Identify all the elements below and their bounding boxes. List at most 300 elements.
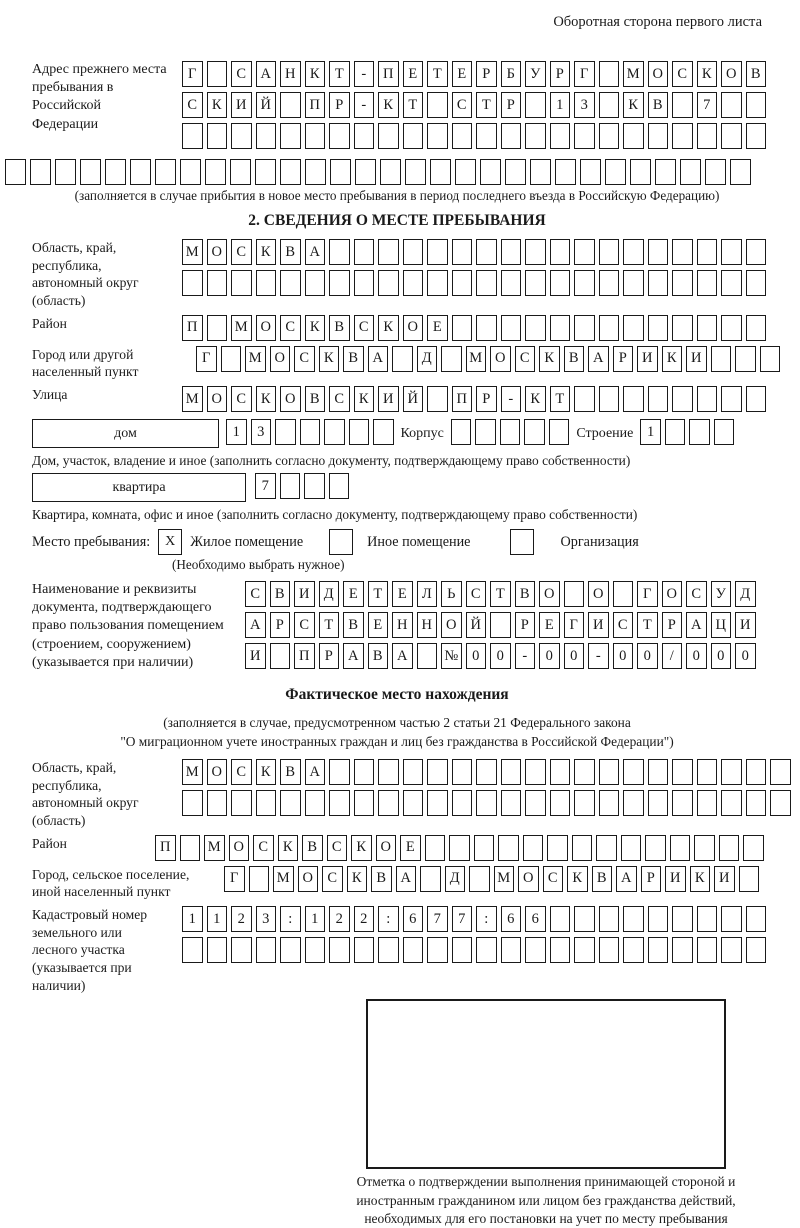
char-cell[interactable] bbox=[550, 123, 571, 149]
char-cell[interactable]: К bbox=[278, 835, 299, 861]
char-cell[interactable]: С bbox=[294, 612, 315, 638]
char-cell[interactable]: А bbox=[616, 866, 637, 892]
char-cell[interactable] bbox=[697, 386, 718, 412]
char-cell[interactable] bbox=[452, 123, 473, 149]
char-cell[interactable]: 0 bbox=[613, 643, 634, 669]
char-cell[interactable] bbox=[300, 419, 321, 445]
char-cell[interactable] bbox=[648, 937, 669, 963]
char-cell[interactable] bbox=[714, 419, 735, 445]
char-cell[interactable] bbox=[130, 159, 151, 185]
char-cell[interactable]: П bbox=[155, 835, 176, 861]
char-cell[interactable] bbox=[501, 239, 522, 265]
char-cell[interactable] bbox=[221, 346, 242, 372]
char-cell[interactable] bbox=[574, 123, 595, 149]
char-cell[interactable] bbox=[525, 123, 546, 149]
char-cell[interactable]: Р bbox=[515, 612, 536, 638]
char-cell[interactable] bbox=[354, 937, 375, 963]
char-cell[interactable] bbox=[180, 835, 201, 861]
char-cell[interactable] bbox=[770, 759, 791, 785]
char-cell[interactable] bbox=[721, 239, 742, 265]
char-cell[interactable] bbox=[648, 386, 669, 412]
char-cell[interactable]: Г bbox=[637, 581, 658, 607]
char-cell[interactable]: В bbox=[592, 866, 613, 892]
char-cell[interactable] bbox=[420, 866, 441, 892]
char-cell[interactable]: К bbox=[662, 346, 683, 372]
char-cell[interactable] bbox=[672, 92, 693, 118]
char-cell[interactable]: Р bbox=[329, 92, 350, 118]
char-cell[interactable] bbox=[697, 937, 718, 963]
char-cell[interactable]: Н bbox=[280, 61, 301, 87]
char-cell[interactable]: - bbox=[588, 643, 609, 669]
char-cell[interactable] bbox=[746, 92, 767, 118]
char-cell[interactable] bbox=[599, 92, 620, 118]
char-cell[interactable]: Т bbox=[550, 386, 571, 412]
char-cell[interactable]: О bbox=[490, 346, 511, 372]
char-cell[interactable]: П bbox=[294, 643, 315, 669]
char-cell[interactable]: К bbox=[351, 835, 372, 861]
char-cell[interactable] bbox=[455, 159, 476, 185]
char-cell[interactable] bbox=[580, 159, 601, 185]
char-cell[interactable]: А bbox=[396, 866, 417, 892]
char-cell[interactable]: Т bbox=[476, 92, 497, 118]
char-cell[interactable]: С bbox=[452, 92, 473, 118]
char-cell[interactable] bbox=[547, 835, 568, 861]
char-cell[interactable] bbox=[599, 270, 620, 296]
char-cell[interactable]: В bbox=[564, 346, 585, 372]
char-cell[interactable] bbox=[476, 315, 497, 341]
char-cell[interactable] bbox=[207, 61, 228, 87]
char-cell[interactable] bbox=[280, 123, 301, 149]
char-cell[interactable]: Р bbox=[319, 643, 340, 669]
char-cell[interactable] bbox=[564, 581, 585, 607]
char-cell[interactable] bbox=[672, 386, 693, 412]
char-cell[interactable]: 0 bbox=[686, 643, 707, 669]
char-cell[interactable]: В bbox=[515, 581, 536, 607]
char-cell[interactable]: Т bbox=[490, 581, 511, 607]
char-cell[interactable] bbox=[599, 239, 620, 265]
char-cell[interactable]: М bbox=[182, 239, 203, 265]
char-cell[interactable] bbox=[501, 270, 522, 296]
char-cell[interactable]: П bbox=[305, 92, 326, 118]
char-cell[interactable] bbox=[256, 270, 277, 296]
char-cell[interactable] bbox=[469, 866, 490, 892]
char-cell[interactable] bbox=[739, 866, 760, 892]
char-cell[interactable] bbox=[770, 790, 791, 816]
char-cell[interactable]: У bbox=[711, 581, 732, 607]
char-cell[interactable] bbox=[721, 270, 742, 296]
char-cell[interactable] bbox=[425, 835, 446, 861]
char-cell[interactable]: Т bbox=[329, 61, 350, 87]
char-cell[interactable] bbox=[417, 643, 438, 669]
char-cell[interactable]: 7 bbox=[697, 92, 718, 118]
char-cell[interactable]: А bbox=[588, 346, 609, 372]
char-cell[interactable] bbox=[694, 835, 715, 861]
char-cell[interactable] bbox=[498, 835, 519, 861]
char-cell[interactable]: О bbox=[721, 61, 742, 87]
char-cell[interactable]: Й bbox=[466, 612, 487, 638]
char-cell[interactable]: 2 bbox=[354, 906, 375, 932]
char-cell[interactable]: В bbox=[305, 386, 326, 412]
char-cell[interactable] bbox=[452, 270, 473, 296]
char-cell[interactable]: О bbox=[207, 239, 228, 265]
char-cell[interactable]: К bbox=[305, 315, 326, 341]
char-cell[interactable]: А bbox=[686, 612, 707, 638]
char-cell[interactable] bbox=[378, 937, 399, 963]
char-cell[interactable] bbox=[721, 937, 742, 963]
char-cell[interactable]: В bbox=[648, 92, 669, 118]
char-cell[interactable] bbox=[599, 315, 620, 341]
char-cell[interactable] bbox=[378, 239, 399, 265]
char-cell[interactable]: С bbox=[231, 386, 252, 412]
char-cell[interactable] bbox=[249, 866, 270, 892]
char-cell[interactable] bbox=[501, 759, 522, 785]
char-cell[interactable]: Н bbox=[392, 612, 413, 638]
char-cell[interactable]: О bbox=[403, 315, 424, 341]
char-cell[interactable] bbox=[231, 270, 252, 296]
char-cell[interactable] bbox=[721, 386, 742, 412]
char-cell[interactable] bbox=[599, 386, 620, 412]
char-cell[interactable]: Г bbox=[564, 612, 585, 638]
char-cell[interactable] bbox=[231, 790, 252, 816]
char-cell[interactable] bbox=[721, 906, 742, 932]
char-cell[interactable]: В bbox=[280, 239, 301, 265]
char-cell[interactable] bbox=[623, 759, 644, 785]
char-cell[interactable] bbox=[80, 159, 101, 185]
char-cell[interactable] bbox=[550, 906, 571, 932]
char-cell[interactable]: Ц bbox=[711, 612, 732, 638]
char-cell[interactable]: Р bbox=[476, 386, 497, 412]
char-cell[interactable] bbox=[746, 937, 767, 963]
char-cell[interactable] bbox=[574, 790, 595, 816]
char-cell[interactable] bbox=[427, 123, 448, 149]
char-cell[interactable]: М bbox=[623, 61, 644, 87]
char-cell[interactable] bbox=[475, 419, 496, 445]
char-cell[interactable]: Ь bbox=[441, 581, 462, 607]
char-cell[interactable] bbox=[670, 835, 691, 861]
char-cell[interactable] bbox=[705, 159, 726, 185]
char-cell[interactable] bbox=[403, 123, 424, 149]
char-cell[interactable]: Р bbox=[641, 866, 662, 892]
char-cell[interactable] bbox=[550, 937, 571, 963]
char-cell[interactable] bbox=[329, 239, 350, 265]
char-cell[interactable] bbox=[354, 759, 375, 785]
char-cell[interactable]: С bbox=[543, 866, 564, 892]
char-cell[interactable] bbox=[648, 123, 669, 149]
char-cell[interactable] bbox=[355, 159, 376, 185]
char-cell[interactable]: И bbox=[588, 612, 609, 638]
char-cell[interactable] bbox=[574, 759, 595, 785]
char-cell[interactable] bbox=[354, 270, 375, 296]
char-cell[interactable] bbox=[349, 419, 370, 445]
char-cell[interactable] bbox=[329, 759, 350, 785]
char-cell[interactable]: Т bbox=[637, 612, 658, 638]
char-cell[interactable] bbox=[256, 123, 277, 149]
char-cell[interactable] bbox=[525, 315, 546, 341]
char-cell[interactable]: С bbox=[466, 581, 487, 607]
char-cell[interactable] bbox=[550, 790, 571, 816]
char-cell[interactable]: Т bbox=[368, 581, 389, 607]
char-cell[interactable] bbox=[721, 92, 742, 118]
char-cell[interactable] bbox=[655, 159, 676, 185]
char-cell[interactable]: Д bbox=[417, 346, 438, 372]
char-cell[interactable]: К bbox=[256, 759, 277, 785]
char-cell[interactable] bbox=[441, 346, 462, 372]
char-cell[interactable] bbox=[55, 159, 76, 185]
char-cell[interactable]: С bbox=[327, 835, 348, 861]
char-cell[interactable] bbox=[623, 270, 644, 296]
char-cell[interactable]: П bbox=[378, 61, 399, 87]
char-cell[interactable] bbox=[697, 315, 718, 341]
char-cell[interactable] bbox=[207, 123, 228, 149]
char-cell[interactable]: В bbox=[270, 581, 291, 607]
char-cell[interactable]: 0 bbox=[735, 643, 756, 669]
char-cell[interactable] bbox=[574, 315, 595, 341]
char-cell[interactable] bbox=[480, 159, 501, 185]
char-cell[interactable]: К bbox=[697, 61, 718, 87]
checkbox-residential[interactable]: X bbox=[158, 529, 182, 555]
char-cell[interactable]: 0 bbox=[564, 643, 585, 669]
char-cell[interactable] bbox=[525, 790, 546, 816]
char-cell[interactable]: 2 bbox=[329, 906, 350, 932]
char-cell[interactable] bbox=[623, 386, 644, 412]
char-cell[interactable]: А bbox=[305, 759, 326, 785]
char-cell[interactable]: 7 bbox=[452, 906, 473, 932]
char-cell[interactable] bbox=[689, 419, 710, 445]
char-cell[interactable] bbox=[672, 790, 693, 816]
char-cell[interactable] bbox=[605, 159, 626, 185]
char-cell[interactable] bbox=[305, 937, 326, 963]
char-cell[interactable]: Е bbox=[368, 612, 389, 638]
char-cell[interactable] bbox=[280, 92, 301, 118]
char-cell[interactable] bbox=[427, 270, 448, 296]
char-cell[interactable] bbox=[525, 92, 546, 118]
char-cell[interactable]: О bbox=[298, 866, 319, 892]
char-cell[interactable] bbox=[665, 419, 686, 445]
char-cell[interactable] bbox=[373, 419, 394, 445]
char-cell[interactable] bbox=[231, 123, 252, 149]
char-cell[interactable] bbox=[427, 92, 448, 118]
char-cell[interactable] bbox=[451, 419, 472, 445]
char-cell[interactable]: Г bbox=[196, 346, 217, 372]
char-cell[interactable] bbox=[305, 123, 326, 149]
char-cell[interactable] bbox=[672, 315, 693, 341]
char-cell[interactable] bbox=[525, 270, 546, 296]
char-cell[interactable] bbox=[648, 270, 669, 296]
char-cell[interactable]: В bbox=[343, 346, 364, 372]
char-cell[interactable]: М bbox=[273, 866, 294, 892]
char-cell[interactable] bbox=[207, 790, 228, 816]
char-cell[interactable]: К bbox=[319, 346, 340, 372]
char-cell[interactable]: К bbox=[256, 239, 277, 265]
char-cell[interactable] bbox=[599, 790, 620, 816]
checkbox-other-premises[interactable] bbox=[329, 529, 353, 555]
char-cell[interactable]: 0 bbox=[711, 643, 732, 669]
char-cell[interactable]: М bbox=[494, 866, 515, 892]
char-cell[interactable] bbox=[648, 315, 669, 341]
char-cell[interactable]: М bbox=[231, 315, 252, 341]
char-cell[interactable]: : bbox=[476, 906, 497, 932]
char-cell[interactable]: К bbox=[525, 386, 546, 412]
char-cell[interactable] bbox=[105, 159, 126, 185]
char-cell[interactable] bbox=[505, 159, 526, 185]
char-cell[interactable] bbox=[452, 759, 473, 785]
char-cell[interactable] bbox=[648, 759, 669, 785]
char-cell[interactable]: Р bbox=[613, 346, 634, 372]
char-cell[interactable]: А bbox=[245, 612, 266, 638]
char-cell[interactable] bbox=[476, 790, 497, 816]
char-cell[interactable]: Д bbox=[319, 581, 340, 607]
char-cell[interactable] bbox=[207, 315, 228, 341]
char-cell[interactable]: - bbox=[501, 386, 522, 412]
char-cell[interactable] bbox=[746, 270, 767, 296]
char-cell[interactable] bbox=[329, 473, 350, 499]
char-cell[interactable] bbox=[697, 239, 718, 265]
char-cell[interactable] bbox=[623, 239, 644, 265]
char-cell[interactable] bbox=[430, 159, 451, 185]
char-cell[interactable] bbox=[599, 906, 620, 932]
char-cell[interactable]: В bbox=[368, 643, 389, 669]
char-cell[interactable] bbox=[746, 239, 767, 265]
char-cell[interactable] bbox=[378, 123, 399, 149]
char-cell[interactable] bbox=[329, 790, 350, 816]
char-cell[interactable]: О bbox=[662, 581, 683, 607]
char-cell[interactable]: 3 bbox=[574, 92, 595, 118]
char-cell[interactable]: А bbox=[368, 346, 389, 372]
char-cell[interactable] bbox=[555, 159, 576, 185]
char-cell[interactable]: М bbox=[466, 346, 487, 372]
char-cell[interactable]: 1 bbox=[305, 906, 326, 932]
char-cell[interactable] bbox=[697, 906, 718, 932]
char-cell[interactable]: С bbox=[329, 386, 350, 412]
char-cell[interactable] bbox=[525, 759, 546, 785]
char-cell[interactable]: А bbox=[305, 239, 326, 265]
char-cell[interactable] bbox=[697, 270, 718, 296]
char-cell[interactable] bbox=[623, 790, 644, 816]
char-cell[interactable] bbox=[746, 386, 767, 412]
char-cell[interactable]: 3 bbox=[256, 906, 277, 932]
char-cell[interactable] bbox=[255, 159, 276, 185]
char-cell[interactable]: О bbox=[376, 835, 397, 861]
char-cell[interactable] bbox=[623, 315, 644, 341]
char-cell[interactable]: Л bbox=[417, 581, 438, 607]
char-cell[interactable] bbox=[280, 159, 301, 185]
char-cell[interactable] bbox=[721, 759, 742, 785]
char-cell[interactable]: Г bbox=[182, 61, 203, 87]
char-cell[interactable] bbox=[476, 270, 497, 296]
char-cell[interactable]: К bbox=[378, 315, 399, 341]
char-cell[interactable] bbox=[530, 159, 551, 185]
char-cell[interactable] bbox=[403, 937, 424, 963]
char-cell[interactable]: О bbox=[539, 581, 560, 607]
char-cell[interactable] bbox=[329, 270, 350, 296]
char-cell[interactable] bbox=[330, 159, 351, 185]
char-cell[interactable] bbox=[550, 270, 571, 296]
char-cell[interactable]: О bbox=[229, 835, 250, 861]
char-cell[interactable]: П bbox=[452, 386, 473, 412]
char-cell[interactable] bbox=[452, 315, 473, 341]
char-cell[interactable]: Е bbox=[427, 315, 448, 341]
char-cell[interactable]: Е bbox=[452, 61, 473, 87]
char-cell[interactable]: И bbox=[735, 612, 756, 638]
char-cell[interactable] bbox=[697, 123, 718, 149]
char-cell[interactable] bbox=[672, 759, 693, 785]
char-cell[interactable] bbox=[354, 123, 375, 149]
char-cell[interactable]: О bbox=[280, 386, 301, 412]
char-cell[interactable]: П bbox=[182, 315, 203, 341]
char-cell[interactable]: : bbox=[378, 906, 399, 932]
char-cell[interactable]: А bbox=[256, 61, 277, 87]
char-cell[interactable]: И bbox=[245, 643, 266, 669]
char-cell[interactable] bbox=[427, 239, 448, 265]
char-cell[interactable]: М bbox=[182, 759, 203, 785]
char-cell[interactable]: С bbox=[182, 92, 203, 118]
char-cell[interactable] bbox=[501, 790, 522, 816]
char-cell[interactable]: / bbox=[662, 643, 683, 669]
char-cell[interactable] bbox=[354, 790, 375, 816]
char-cell[interactable] bbox=[623, 123, 644, 149]
char-cell[interactable]: 6 bbox=[525, 906, 546, 932]
char-cell[interactable]: О bbox=[588, 581, 609, 607]
char-cell[interactable]: С bbox=[322, 866, 343, 892]
char-cell[interactable]: С bbox=[231, 61, 252, 87]
char-cell[interactable]: : bbox=[280, 906, 301, 932]
char-cell[interactable]: С bbox=[515, 346, 536, 372]
char-cell[interactable] bbox=[378, 790, 399, 816]
char-cell[interactable] bbox=[231, 937, 252, 963]
char-cell[interactable]: С bbox=[354, 315, 375, 341]
char-cell[interactable]: 0 bbox=[637, 643, 658, 669]
char-cell[interactable] bbox=[405, 159, 426, 185]
char-cell[interactable] bbox=[427, 386, 448, 412]
char-cell[interactable] bbox=[550, 239, 571, 265]
char-cell[interactable]: Г bbox=[574, 61, 595, 87]
char-cell[interactable] bbox=[572, 835, 593, 861]
char-cell[interactable] bbox=[474, 835, 495, 861]
char-cell[interactable] bbox=[599, 123, 620, 149]
char-cell[interactable] bbox=[500, 419, 521, 445]
char-cell[interactable] bbox=[280, 270, 301, 296]
char-cell[interactable]: М bbox=[204, 835, 225, 861]
char-cell[interactable]: Р bbox=[501, 92, 522, 118]
char-cell[interactable] bbox=[672, 937, 693, 963]
char-cell[interactable]: 2 bbox=[231, 906, 252, 932]
char-cell[interactable]: Б bbox=[501, 61, 522, 87]
char-cell[interactable] bbox=[403, 270, 424, 296]
char-cell[interactable] bbox=[672, 906, 693, 932]
char-cell[interactable] bbox=[599, 759, 620, 785]
char-cell[interactable] bbox=[501, 937, 522, 963]
char-cell[interactable]: 1 bbox=[226, 419, 247, 445]
char-cell[interactable] bbox=[711, 346, 732, 372]
char-cell[interactable] bbox=[630, 159, 651, 185]
char-cell[interactable]: - bbox=[354, 61, 375, 87]
char-cell[interactable]: С bbox=[613, 612, 634, 638]
char-cell[interactable]: О bbox=[270, 346, 291, 372]
char-cell[interactable]: И bbox=[378, 386, 399, 412]
char-cell[interactable] bbox=[476, 123, 497, 149]
char-cell[interactable] bbox=[452, 239, 473, 265]
char-cell[interactable]: В bbox=[329, 315, 350, 341]
char-cell[interactable] bbox=[574, 937, 595, 963]
char-cell[interactable] bbox=[746, 123, 767, 149]
char-cell[interactable] bbox=[746, 906, 767, 932]
char-cell[interactable]: Е bbox=[400, 835, 421, 861]
char-cell[interactable]: К bbox=[690, 866, 711, 892]
char-cell[interactable] bbox=[324, 419, 345, 445]
char-cell[interactable] bbox=[275, 419, 296, 445]
char-cell[interactable] bbox=[623, 937, 644, 963]
char-cell[interactable] bbox=[329, 937, 350, 963]
